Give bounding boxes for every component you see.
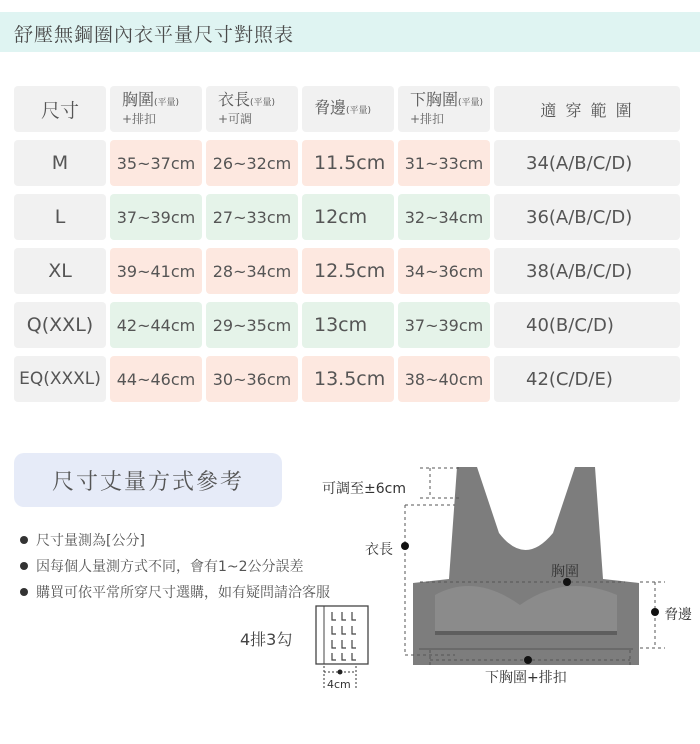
size-label: XL: [48, 260, 72, 282]
header-bust-title: 胸圍: [122, 89, 155, 109]
header-size-label: 尺寸: [40, 99, 79, 122]
fit-value: 40(B/C/D): [526, 314, 614, 336]
fit-value: 38(A/B/C/D): [526, 260, 633, 282]
side-label: 脅邊: [664, 607, 692, 623]
note-text: 尺寸量測為[公分]: [36, 533, 145, 549]
hook-label: 4排3勾: [240, 630, 293, 649]
adjust-label: 可調至±6cm: [322, 481, 406, 497]
underbust-label: 下胸圍+排扣: [485, 670, 567, 686]
length-value: 30~36cm: [212, 369, 292, 389]
size-label: L: [54, 206, 66, 228]
header-side-title: 脅邊: [314, 97, 347, 117]
side-value: 13cm: [314, 314, 368, 336]
header-bust-note: (平量): [154, 97, 180, 108]
header-underbust-sub: +排扣: [410, 111, 445, 126]
header-length-note: (平量): [250, 97, 276, 108]
note-text: 購買可依平常所穿尺寸選購，如有疑問請洽客服: [36, 585, 330, 601]
side-value: 11.5cm: [314, 152, 386, 174]
page-title: 舒壓無鋼圈內衣平量尺寸對照表: [14, 24, 295, 46]
header-length-sub: +可調: [218, 111, 253, 126]
underbust-value: 32~34cm: [404, 207, 484, 227]
side-value: 12cm: [314, 206, 368, 228]
length-value: 26~32cm: [212, 153, 292, 173]
underbust-value: 31~33cm: [404, 153, 484, 173]
fit-value: 42(C/D/E): [526, 368, 613, 390]
underbust-value: 34~36cm: [404, 261, 484, 281]
header-underbust-note: (平量): [458, 97, 484, 108]
hook-width-label: 4cm: [327, 678, 351, 691]
side-value: 13.5cm: [314, 368, 386, 390]
bust-label: 胸圍: [551, 564, 579, 580]
side-value: 12.5cm: [314, 260, 386, 282]
size-label: EQ(XXXL): [19, 369, 101, 389]
bust-value: 42~44cm: [116, 315, 196, 335]
fit-value: 36(A/B/C/D): [526, 206, 633, 228]
header-side-note: (平量): [346, 105, 372, 116]
header-length-title: 衣長: [218, 89, 251, 109]
length-value: 27~33cm: [212, 207, 292, 227]
size-label: M: [51, 152, 69, 174]
bust-value: 35~37cm: [116, 153, 196, 173]
length-value: 29~35cm: [212, 315, 292, 335]
header-fit-label: 適 穿 範 圍: [540, 100, 634, 120]
header-bust-sub: +排扣: [122, 111, 157, 126]
bust-value: 39~41cm: [116, 261, 196, 281]
length-label: 衣長: [365, 542, 393, 558]
bust-value: 37~39cm: [116, 207, 196, 227]
length-value: 28~34cm: [212, 261, 292, 281]
underbust-value: 38~40cm: [404, 369, 484, 389]
underbust-value: 37~39cm: [404, 315, 484, 335]
size-label: Q(XXL): [26, 314, 94, 336]
note-text: 因每個人量測方式不同，會有1~2公分誤差: [36, 559, 304, 575]
header-underbust-title: 下胸圍: [410, 89, 459, 109]
measure-section-title: 尺寸丈量方式參考: [14, 453, 282, 507]
bust-value: 44~46cm: [116, 369, 196, 389]
fit-value: 34(A/B/C/D): [526, 152, 633, 174]
